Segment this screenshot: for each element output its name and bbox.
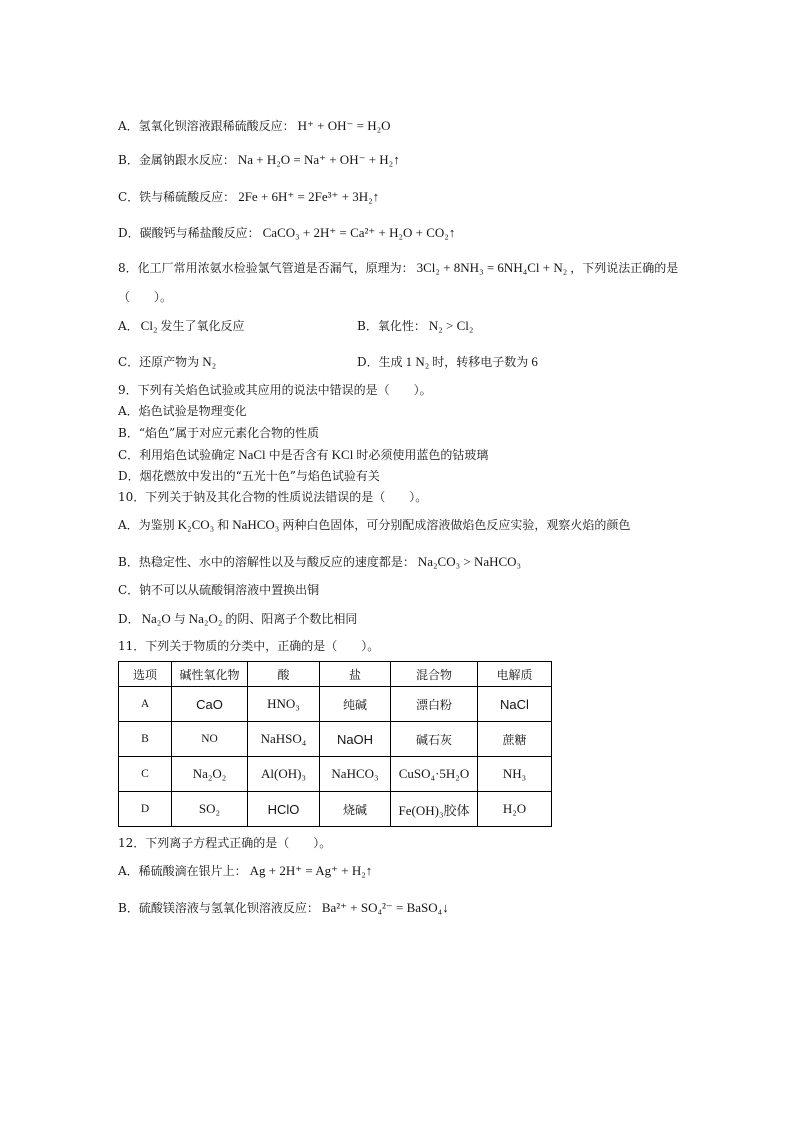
- ionic-equation: Ag + 2H⁺ = Ag⁺ + H₂↑: [249, 863, 373, 878]
- option-text: C．铁与稀硫酸反应：: [118, 190, 236, 204]
- table-cell: CaO: [172, 687, 248, 722]
- formula: NaHCO₃: [232, 517, 280, 532]
- option-text: 两种白色固体，可分别配成溶液做焰色反应实验，观察火焰的颜色: [282, 518, 631, 532]
- q8-option-a: [118, 317, 245, 335]
- ionic-equation: Ba²⁺ + SO₄²⁻ = BaSO₄↓: [321, 900, 449, 915]
- option-text: D．生成: [357, 355, 403, 369]
- option-text: 和: [217, 518, 230, 532]
- formula: KCl: [331, 447, 354, 462]
- table-row: [119, 722, 552, 757]
- question-text: 8．化工厂常用浓氨水检验氯气管道是否漏气，原理为：: [118, 261, 414, 275]
- q8-stem: [118, 259, 678, 277]
- q10-option-c: C．钠不可以从硫酸铜溶液中置换出铜: [118, 583, 320, 597]
- option-text: A．氢氧化钡溶液跟稀硫酸反应：: [118, 119, 295, 133]
- option-text: A．稀硫酸滴在银片上：: [118, 864, 247, 878]
- table-header-row: [119, 662, 552, 687]
- table-header-cell: 酸: [248, 662, 320, 687]
- table-cell: C: [119, 757, 172, 792]
- option-label: A．: [118, 319, 139, 333]
- q8-option-b: [357, 317, 476, 335]
- q10-stem: 10．下列关于钠及其化合物的性质说法错误的是（ ）。: [118, 490, 428, 504]
- table-cell: NaOH: [320, 722, 391, 757]
- table-cell: NaHCO₃: [320, 757, 391, 792]
- option-text: B．金属钠跟水反应：: [118, 153, 235, 167]
- q7-option-a: [118, 117, 394, 135]
- option-text: 的阴、阳离子个数比相同: [225, 612, 358, 626]
- formula: Na₂CO₃ > NaHCO₃: [417, 554, 522, 569]
- table-cell: HClO: [248, 792, 320, 827]
- option-text: 中是否含有: [268, 448, 329, 462]
- q10-option-d: [118, 610, 357, 628]
- option-text: C．还原产物为: [118, 355, 200, 369]
- table-cell: D: [119, 792, 172, 827]
- classification-table: [118, 661, 552, 827]
- formula: NaCl: [238, 447, 266, 462]
- q10-option-a: [118, 516, 630, 534]
- table-header-cell: 混合物: [391, 662, 478, 687]
- formula: Na₂O: [141, 611, 171, 626]
- table-cell: NO: [172, 722, 248, 757]
- formula: 1 N₂: [405, 354, 430, 369]
- table-cell: HNO₃: [248, 687, 320, 722]
- formula: N₂ > Cl₂: [428, 318, 474, 333]
- q7-option-c: [118, 188, 382, 206]
- table-header-cell: 碱性氧化物: [172, 662, 248, 687]
- table-cell: 蔗糖: [478, 722, 552, 757]
- table-cell: B: [119, 722, 172, 757]
- option-text: 时，转移电子数为: [432, 355, 529, 369]
- formula: N₂: [202, 354, 217, 369]
- q9-option-c: [118, 446, 488, 464]
- formula: Na₂O₂: [188, 611, 223, 626]
- q7-option-d: [118, 224, 458, 242]
- table-header-cell: 电解质: [478, 662, 552, 687]
- table-row: [119, 792, 552, 827]
- option-text: B．硫酸镁溶液与氢氧化钡溶液反应：: [118, 901, 319, 915]
- q7-option-b: [118, 151, 403, 169]
- table-cell: Al(OH)₃: [248, 757, 320, 792]
- table-header-cell: 盐: [320, 662, 391, 687]
- option-text: 时必须使用蓝色的钴玻璃: [356, 448, 489, 462]
- option-text: 发生了氧化反应: [160, 319, 245, 333]
- q8-answer-blank: （ ）。: [118, 290, 173, 304]
- ionic-equation: H⁺ + OH⁻ = H₂O: [297, 118, 391, 133]
- table-cell: 纯碱: [320, 687, 391, 722]
- table-cell: Na₂O₂: [172, 757, 248, 792]
- option-text: 与: [173, 612, 186, 626]
- table-cell: SO₂: [172, 792, 248, 827]
- ionic-equation: Na + H₂O = Na⁺ + OH⁻ + H₂↑: [237, 152, 400, 167]
- q8-option-d: [357, 353, 541, 371]
- ionic-equation: CaCO₃ + 2H⁺ = Ca²⁺ + H₂O + CO₂↑: [262, 225, 456, 240]
- option-text: B．氧化性：: [357, 319, 426, 333]
- table-cell: A: [119, 687, 172, 722]
- q11-stem: 11．下列关于物质的分类中，正确的是（ ）。: [118, 639, 380, 653]
- table-cell: CuSO₄·5H₂O: [391, 757, 478, 792]
- table-cell: NaHSO₄: [248, 722, 320, 757]
- question-text: ，下列说法正确的是: [570, 261, 679, 275]
- table-cell: H₂O: [478, 792, 552, 827]
- table-cell: 漂白粉: [391, 687, 478, 722]
- q12-option-a: [118, 862, 375, 880]
- table-cell: NaCl: [478, 687, 552, 722]
- table-cell: NH₃: [478, 757, 552, 792]
- formula: K₂CO₃: [177, 517, 215, 532]
- option-text: A．为鉴别: [118, 518, 175, 532]
- q8-option-c: [118, 353, 219, 371]
- table-row: [119, 757, 552, 792]
- q9-option-d: D．烟花燃放中发出的“五光十色”与焰色试验有关: [118, 469, 380, 483]
- q10-option-b: [118, 553, 524, 571]
- table-header-cell: 选项: [119, 662, 172, 687]
- q9-stem: 9．下列有关焰色试验或其应用的说法中错误的是（ ）。: [118, 383, 432, 397]
- q12-stem: 12．下列离子方程式正确的是（ ）。: [118, 836, 332, 850]
- table-row: [119, 687, 552, 722]
- table-cell: Fe(OH)₃胶体: [391, 792, 478, 827]
- table-cell: 碱石灰: [391, 722, 478, 757]
- q9-option-a: A．焰色试验是物理变化: [118, 404, 247, 418]
- reaction-equation: 3Cl₂ + 8NH₃ = 6NH₄Cl + N₂: [416, 260, 568, 275]
- q9-option-b: B．“焰色”属于对应元素化合物的性质: [118, 426, 320, 440]
- option-text: C．利用焰色试验确定: [118, 448, 236, 462]
- option-text: D．碳酸钙与稀盐酸反应：: [118, 226, 260, 240]
- number: 6: [531, 354, 538, 369]
- formula: Cl₂: [140, 318, 158, 333]
- option-text: B．热稳定性、水中的溶解性以及与酸反应的速度都是：: [118, 555, 415, 569]
- ionic-equation: 2Fe + 6H⁺ = 2Fe³⁺ + 3H₂↑: [238, 189, 380, 204]
- table-cell: 烧碱: [320, 792, 391, 827]
- option-label: D．: [118, 612, 140, 626]
- q12-option-b: [118, 899, 452, 917]
